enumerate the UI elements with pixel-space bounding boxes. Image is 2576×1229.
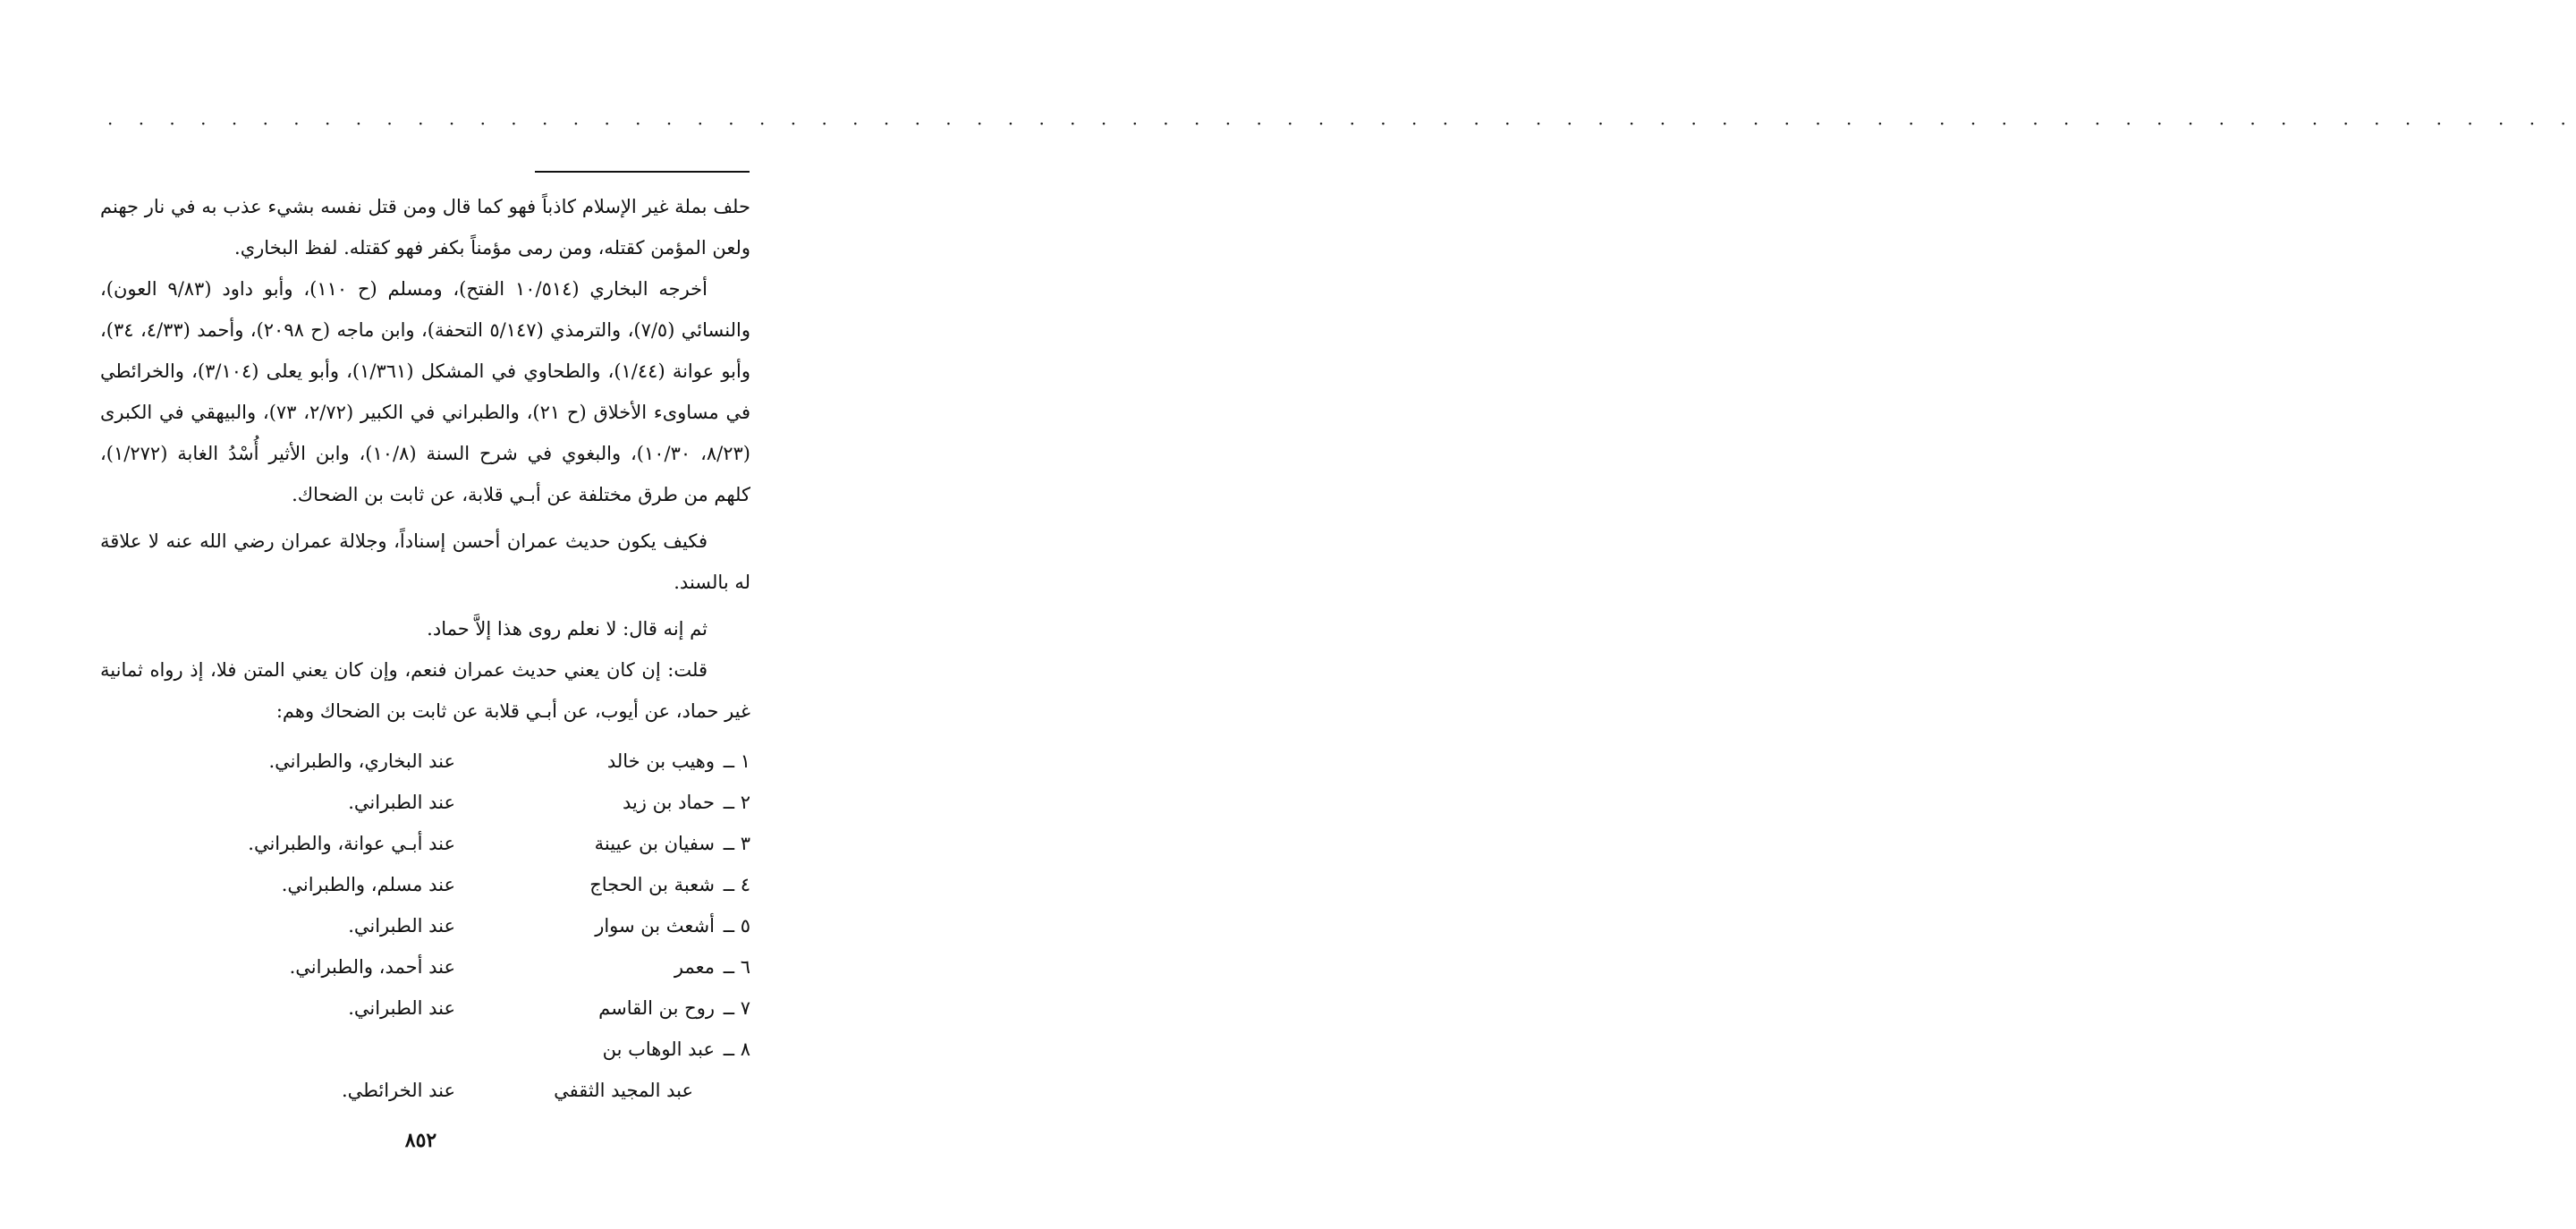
narrator-name: وهيب بن خالد	[606, 750, 715, 772]
narrator-row	[100, 905, 750, 946]
footnote-separator-line	[535, 171, 750, 173]
narrator-row	[100, 823, 750, 864]
narrator-name: سفيان بن عيينة	[594, 833, 715, 854]
narrator-number: ٣ ــ	[723, 833, 750, 854]
narrator-number: ٧ ــ	[723, 997, 750, 1019]
narrator-number: ٦ ــ	[723, 956, 750, 978]
narrator-number: ٨ ــ	[723, 1038, 750, 1060]
narrator-row	[100, 987, 750, 1029]
narrator-row	[100, 741, 750, 782]
narrator-name: روح بن القاسم	[598, 997, 715, 1019]
narrator-name: أشعث بن سوار	[595, 915, 715, 937]
narrator-row	[100, 782, 750, 823]
narrator-row	[100, 946, 750, 987]
narrator-source: عند أبـي عوانة، والطبراني.	[248, 833, 455, 854]
narrator-list	[100, 741, 750, 1111]
ornamental-dot-divider: · · · · · · · · · · · · · · · · · · · · · · · · · · · · · · · · · · · · · · · · · · · · · · · · · · · · · · · · · · · · · · · · · · · · · · · · · · · · · · · ·	[107, 113, 2576, 134]
narrator-number: ١ ــ	[723, 750, 750, 772]
narrator-number: ٥ ــ	[723, 915, 750, 937]
narrator-source: عند البخاري، والطبراني.	[268, 750, 455, 772]
rebuttal-paragraph: قلت: إن كان يعني حديث عمران فنعم، وإن كان يعني المتن فلا، إذ رواه ثمانية غير حماد، عن أيوب، عن أبـي قلابة عن ثابت بن الضحاك وهم:	[100, 659, 750, 722]
narrator-source: عند أحمد، والطبراني.	[289, 956, 455, 978]
narrator-source: عند مسلم، والطبراني.	[281, 874, 455, 895]
narrator-name: عبد المجيد الثقفي	[554, 1080, 693, 1101]
narrator-row	[100, 1070, 750, 1111]
narrator-name: شعبة بن الحجاج	[589, 874, 715, 895]
narrator-row	[100, 864, 750, 905]
narrator-number: ٤ ــ	[723, 874, 750, 895]
narrator-name: حماد بن زيد	[622, 792, 715, 813]
narrator-source: عند الطبراني.	[348, 997, 455, 1019]
narrator-row	[100, 1029, 750, 1070]
narrator-source: عند الخرائطي.	[341, 1080, 455, 1101]
narrator-source: عند الطبراني.	[348, 915, 455, 937]
quote-paragraph: ثم إنه قال: لا نعلم روى هذا إلاَّ حماد.	[427, 618, 708, 640]
narrator-name: معمر	[674, 956, 715, 978]
page-number: ٨٥٢	[404, 1129, 437, 1152]
footnote-continuation-paragraph: حلف بملة غير الإسلام كاذباً فهو كما قال ومن قتل نفسه بشيء عذب به في نار جهنم ولعن المؤمن كقتله، ومن رمى مؤمناً بكفر فهو كقتله. لفظ البخاري.	[100, 196, 750, 259]
narrator-source: عند الطبراني.	[348, 792, 455, 813]
narrator-name: عبد الوهاب بن	[602, 1038, 715, 1060]
body-text	[100, 186, 750, 732]
argument-paragraph: فكيف يكون حديث عمران أحسن إسناداً، وجلالة عمران رضي الله عنه لا علاقة له بالسند.	[100, 530, 750, 593]
narrator-number: ٢ ــ	[723, 792, 750, 813]
takhrij-paragraph: أخرجه البخاري (١٠/٥١٤ الفتح)، ومسلم (ح ١١٠)، وأبو داود (٩/٨٣ العون)، والنسائي (٧/٥)، والترمذي (٥/١٤٧ التحفة)، وابن ماجه (ح ٢٠٩٨)، وأحمد (٤/٣٣، ٣٤)، وأبو عوانة (١/٤٤)، والطحاوي في المشكل (١/٣٦١)، وأبو يعلى (٣/١٠٤)، والخرائطي في مساوىء الأخلاق (ح ٢١)، والطبراني في الكبير (٢/٧٢، ٧٣)، والبيهقي في الكبرى (٨/٢٣، ١٠/٣٠)، والبغوي في شرح السنة (١٠/٨)، وابن الأثير أُسْدُ الغابة (١/٢٧٢)، كلهم من طرق مختلفة عن أبـي قلابة، عن ثابت بن الضحاك.	[100, 278, 751, 505]
